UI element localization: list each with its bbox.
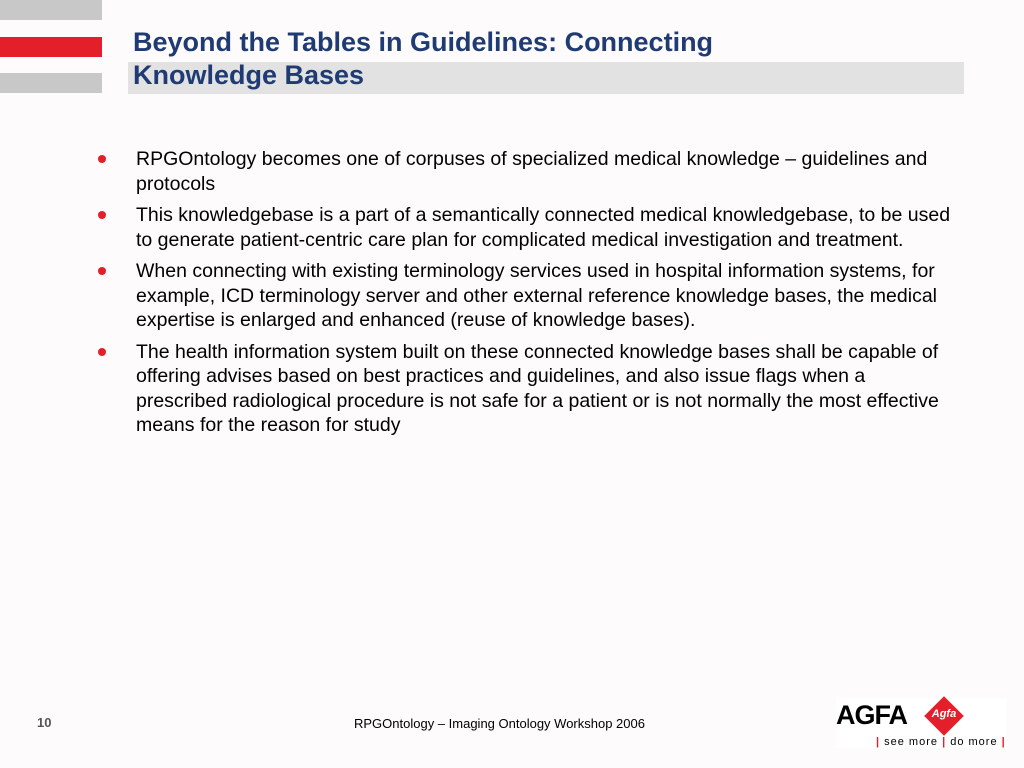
bullet-text: The health information system built on these connected knowledge bases shall be capable of offering advises based on best practices and guidelines, and also issue flags when a prescribed radiological procedure is not safe for a patient or is not normally the most effective means for the reason for study bbox=[136, 340, 939, 436]
bullet-item bbox=[96, 147, 956, 196]
tagline-do-more: do more bbox=[950, 736, 998, 748]
bullet-text: RPGOntology becomes one of corpuses of specialized medical knowledge – guidelines and protocols bbox=[136, 148, 928, 195]
logo-diamond-text: Agfa bbox=[931, 708, 957, 720]
slide-title-line-1: Beyond the Tables in Guidelines: Connecting bbox=[133, 27, 714, 57]
footer-text: RPGOntology – Imaging Ontology Workshop 2006 bbox=[354, 716, 645, 731]
agfa-logo bbox=[836, 698, 1006, 748]
logo-tagline: | see more | do more | bbox=[876, 736, 1006, 748]
bullet-text: This knowledgebase is a part of a semantically connected medical knowledgebase, to be used to generate patient-centric care plan for complicated medical investigation and treatment. bbox=[136, 204, 951, 251]
bullet-item bbox=[96, 203, 956, 252]
bullet-item bbox=[96, 340, 956, 438]
decor-bar-top bbox=[0, 0, 102, 20]
logo-wordmark: AGFA bbox=[836, 700, 908, 730]
slide-title-line-2: Knowledge Bases bbox=[133, 60, 365, 90]
decor-bar-red bbox=[0, 37, 102, 57]
tagline-see-more: see more bbox=[884, 736, 938, 748]
bullet-text: When connecting with existing terminology services used in hospital information systems, for example, ICD terminology server and other external reference knowledge bases, the medical expertise is enlarged and enhanced (reuse of knowledge bases). bbox=[136, 260, 937, 331]
bullet-list bbox=[96, 147, 956, 445]
page-number: 10 bbox=[37, 715, 52, 730]
bullet-item bbox=[96, 259, 956, 333]
bullet-dot-icon bbox=[98, 155, 106, 163]
bullet-dot-icon bbox=[98, 267, 106, 275]
bullet-dot-icon bbox=[98, 348, 106, 356]
bullet-dot-icon bbox=[98, 211, 106, 219]
decor-bar-bottom bbox=[0, 73, 102, 93]
slide-title bbox=[133, 26, 953, 92]
